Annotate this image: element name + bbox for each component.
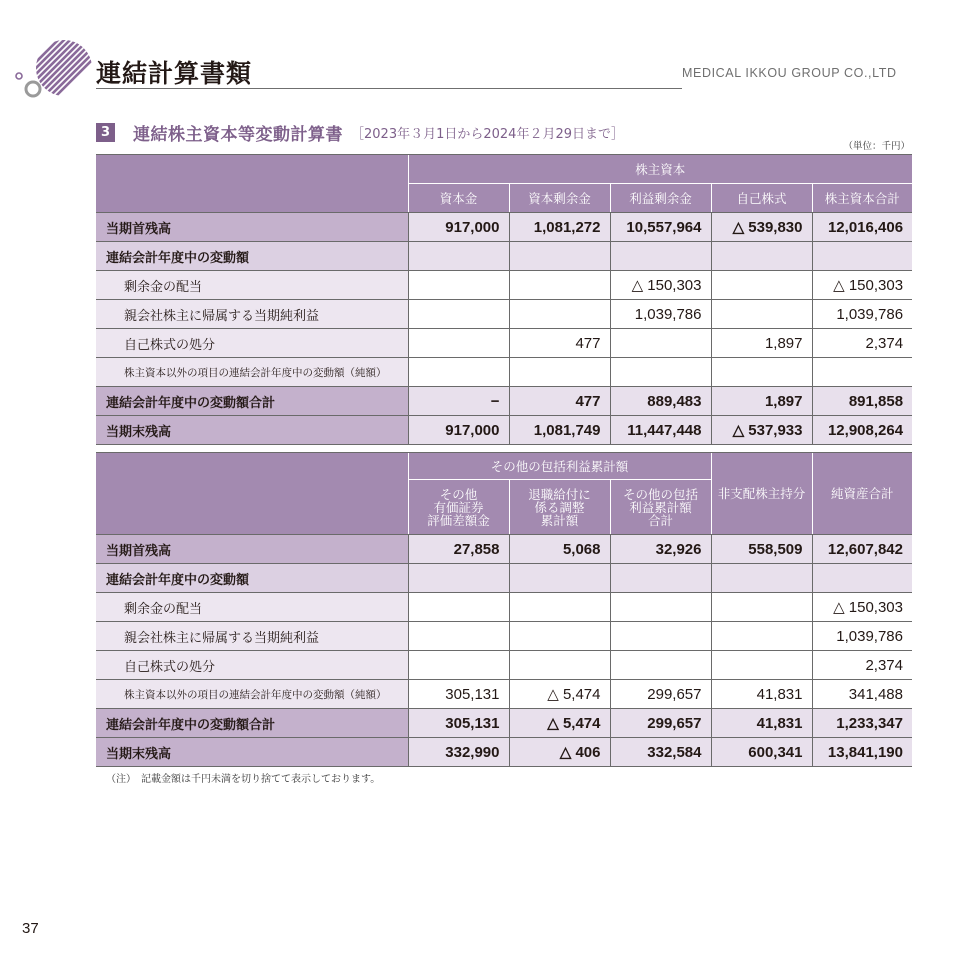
- table-cell: [711, 651, 812, 680]
- table-cell: 341,488: [812, 680, 912, 709]
- table-cell: [711, 622, 812, 651]
- table-cell: 600,341: [711, 738, 812, 767]
- table-cell: [812, 564, 912, 593]
- table-cell: [610, 622, 711, 651]
- table-row: [96, 622, 912, 651]
- table-cell: △ 150,303: [812, 271, 912, 300]
- table-cell: [711, 300, 812, 329]
- column-header: 資本剰余金: [509, 184, 610, 213]
- row-label: 当期末残高: [96, 416, 408, 445]
- table-cell: 11,447,448: [610, 416, 711, 445]
- table-cell: 1,081,272: [509, 213, 610, 242]
- table-cell: [509, 358, 610, 387]
- table-cell: 889,483: [610, 387, 711, 416]
- table-cell: △ 5,474: [509, 709, 610, 738]
- column-header: 自己株式: [711, 184, 812, 213]
- table-cell: [408, 622, 509, 651]
- table-row: [96, 593, 912, 622]
- table-row: [96, 213, 912, 242]
- table-cell: [711, 593, 812, 622]
- table-row: [96, 300, 912, 329]
- column-header: 利益剰余金: [610, 184, 711, 213]
- row-label: 当期首残高: [96, 213, 408, 242]
- table-row: [96, 709, 912, 738]
- table-cell: 13,841,190: [812, 738, 912, 767]
- header-blank: [96, 155, 408, 213]
- table-cell: [711, 564, 812, 593]
- table-cell: [509, 593, 610, 622]
- table-cell: △ 5,474: [509, 680, 610, 709]
- table-cell: [408, 358, 509, 387]
- table-row: [96, 564, 912, 593]
- table-row: [96, 535, 912, 564]
- table-cell: [812, 358, 912, 387]
- table-cell: △ 537,933: [711, 416, 812, 445]
- footnote: （注） 記載金額は千円未満を切り捨てて表示しております。: [106, 774, 381, 785]
- table-cell: 2,374: [812, 651, 912, 680]
- table-cell: 477: [509, 329, 610, 358]
- table-cell: 477: [509, 387, 610, 416]
- table-row: [96, 271, 912, 300]
- table-cell: [711, 271, 812, 300]
- column-header: その他 有価証券 評価差額金: [408, 480, 509, 535]
- table-cell: 1,039,786: [610, 300, 711, 329]
- section-period: ［2023年３月1日から2024年２月29日まで］: [351, 126, 624, 142]
- table-cell: 332,990: [408, 738, 509, 767]
- row-label: 自己株式の処分: [96, 651, 408, 680]
- company-name: MEDICAL IKKOU GROUP CO.,LTD: [682, 66, 897, 80]
- table-row: [96, 358, 912, 387]
- table-cell: 917,000: [408, 213, 509, 242]
- table-cell: [509, 564, 610, 593]
- table-cell: [711, 242, 812, 271]
- page-number: 37: [22, 920, 39, 937]
- table-cell: 305,131: [408, 709, 509, 738]
- table-cell: 1,039,786: [812, 622, 912, 651]
- table-cell: [509, 651, 610, 680]
- table-cell: 1,233,347: [812, 709, 912, 738]
- column-header: 資本金: [408, 184, 509, 213]
- page-title: 連結計算書類: [96, 59, 253, 88]
- table-cell: △ 406: [509, 738, 610, 767]
- table-cell: [408, 651, 509, 680]
- column-header: 株主資本合計: [812, 184, 912, 213]
- table-cell: 12,908,264: [812, 416, 912, 445]
- row-label: 株主資本以外の項目の連結会計年度中の変動額（純額）: [96, 358, 408, 387]
- row-label: 剰余金の配当: [96, 593, 408, 622]
- table-cell: [610, 242, 711, 271]
- section-number: 3: [96, 123, 115, 142]
- table-cell: 299,657: [610, 709, 711, 738]
- row-label: 連結会計年度中の変動額合計: [96, 709, 408, 738]
- table-cell: 1,897: [711, 387, 812, 416]
- section-title: 連結株主資本等変動計算書: [133, 124, 343, 145]
- column-header: 退職給付に 係る調整 累計額: [509, 480, 610, 535]
- row-label: 当期末残高: [96, 738, 408, 767]
- table-row: [96, 329, 912, 358]
- unit-label: （単位：千円）: [843, 141, 910, 152]
- table-cell: 1,081,749: [509, 416, 610, 445]
- table-cell: 299,657: [610, 680, 711, 709]
- table-cell: [408, 271, 509, 300]
- table-cell: [610, 651, 711, 680]
- table-cell: 332,584: [610, 738, 711, 767]
- table-cell: 27,858: [408, 535, 509, 564]
- table-cell: [408, 593, 509, 622]
- table-cell: 558,509: [711, 535, 812, 564]
- table-cell: 41,831: [711, 709, 812, 738]
- equity-table-2: [96, 452, 912, 767]
- table-cell: [610, 329, 711, 358]
- table-cell: [509, 242, 610, 271]
- table-cell: 917,000: [408, 416, 509, 445]
- row-label: 親会社株主に帰属する当期純利益: [96, 622, 408, 651]
- table-cell: −: [408, 387, 509, 416]
- column-header: 非支配株主持分: [711, 453, 812, 535]
- table-cell: 891,858: [812, 387, 912, 416]
- row-label: 当期首残高: [96, 535, 408, 564]
- table-cell: [610, 593, 711, 622]
- equity-table-1: [96, 154, 912, 445]
- column-header: その他の包括 利益累計額 合計: [610, 480, 711, 535]
- table-cell: [408, 242, 509, 271]
- table-cell: [610, 358, 711, 387]
- table-cell: △ 150,303: [610, 271, 711, 300]
- row-label: 連結会計年度中の変動額: [96, 242, 408, 271]
- table-cell: △ 150,303: [812, 593, 912, 622]
- table-cell: [509, 271, 610, 300]
- table-row: [96, 651, 912, 680]
- group-header: 株主資本: [408, 155, 912, 184]
- row-label: 自己株式の処分: [96, 329, 408, 358]
- table-row: [96, 242, 912, 271]
- table-cell: △ 539,830: [711, 213, 812, 242]
- row-label: 親会社株主に帰属する当期純利益: [96, 300, 408, 329]
- table-cell: [408, 564, 509, 593]
- table-cell: 12,016,406: [812, 213, 912, 242]
- header-divider: [96, 88, 682, 89]
- group-header: その他の包括利益累計額: [408, 453, 711, 480]
- table-cell: [711, 358, 812, 387]
- table-cell: 41,831: [711, 680, 812, 709]
- table-cell: 5,068: [509, 535, 610, 564]
- header-blank: [96, 453, 408, 535]
- table-row: [96, 416, 912, 445]
- table-cell: [812, 242, 912, 271]
- table-cell: 32,926: [610, 535, 711, 564]
- table-row: [96, 680, 912, 709]
- row-label: 連結会計年度中の変動額: [96, 564, 408, 593]
- table-cell: [509, 300, 610, 329]
- table-row: [96, 738, 912, 767]
- table-cell: [408, 300, 509, 329]
- section-heading: [96, 121, 624, 143]
- table-row: [96, 387, 912, 416]
- table-cell: 1,897: [711, 329, 812, 358]
- table-cell: 1,039,786: [812, 300, 912, 329]
- table-cell: [509, 622, 610, 651]
- table-cell: [408, 329, 509, 358]
- row-label: 連結会計年度中の変動額合計: [96, 387, 408, 416]
- table-cell: 12,607,842: [812, 535, 912, 564]
- table-cell: [610, 564, 711, 593]
- row-label: 株主資本以外の項目の連結会計年度中の変動額（純額）: [96, 680, 408, 709]
- logo-icon: [14, 34, 94, 104]
- table-cell: 305,131: [408, 680, 509, 709]
- table-cell: 2,374: [812, 329, 912, 358]
- table-cell: 10,557,964: [610, 213, 711, 242]
- column-header: 純資産合計: [812, 453, 912, 535]
- row-label: 剰余金の配当: [96, 271, 408, 300]
